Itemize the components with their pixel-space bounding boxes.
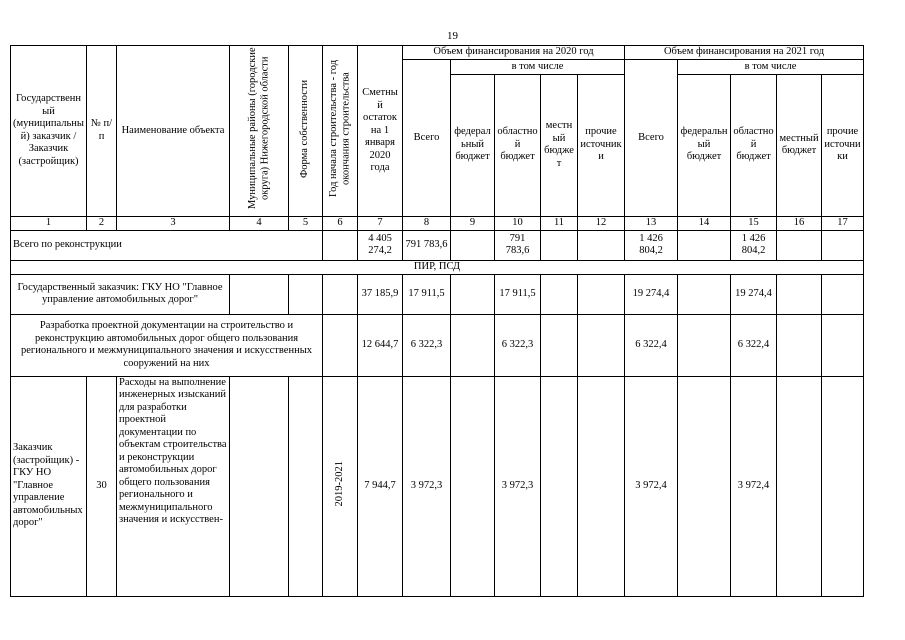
- item-name: Расходы на выполнение инженерных изысканий для разработки проектной документации по объектам строительства и реконструкции автомобильных дорог общего пользования регионального и межмуниципального значения и искусствен-: [117, 376, 230, 596]
- cell: [451, 230, 495, 260]
- cell: [289, 376, 323, 596]
- section-title: ПИР, ПСД: [11, 260, 864, 274]
- header-districts-text: Муниципальные районы (городские округа) Нижегородской области: [246, 47, 270, 210]
- header-districts: [230, 46, 289, 217]
- col-number: 3: [117, 216, 230, 230]
- page-number: 19: [447, 30, 458, 42]
- header-years: [323, 46, 358, 217]
- item-customer: Заказчик (застройщик) - ГКУ НО "Главное управление автомобильных дорог": [11, 376, 87, 596]
- header-2021-including: в том числе: [678, 60, 864, 75]
- cell: [777, 314, 822, 376]
- col-number: 17: [822, 216, 864, 230]
- col-number: 7: [358, 216, 403, 230]
- cell: [777, 376, 822, 596]
- cell: 7 944,7: [358, 376, 403, 596]
- cell: [323, 274, 358, 314]
- header-balance: Сметный остаток на 1 января 2020 года: [358, 46, 403, 217]
- header-2020-regional: областной бюджет: [495, 74, 541, 216]
- cell: 37 185,9: [358, 274, 403, 314]
- cell: [822, 376, 864, 596]
- cell: 6 322,4: [731, 314, 777, 376]
- cell: 19 274,4: [625, 274, 678, 314]
- cell: [777, 230, 822, 260]
- cell: 6 322,4: [625, 314, 678, 376]
- header-2020-federal: федеральный бюджет: [451, 74, 495, 216]
- header-years-text: Год начала строительства - год окончания строительства: [327, 59, 351, 198]
- cell: 1 426 804,2: [731, 230, 777, 260]
- cell: 3 972,3: [403, 376, 451, 596]
- item-years-cell: [323, 376, 358, 596]
- cell: [230, 274, 289, 314]
- cell: [541, 314, 578, 376]
- cell: [678, 376, 731, 596]
- row-state-customer-label: Государственный заказчик: ГКУ НО "Главное управление автомобильных дорог": [11, 274, 230, 314]
- header-2020: Объем финансирования на 2020 год: [403, 46, 625, 60]
- cell: 6 322,3: [403, 314, 451, 376]
- cell: [822, 274, 864, 314]
- cell: 17 911,5: [495, 274, 541, 314]
- col-number: 9: [451, 216, 495, 230]
- header-2021-federal: федеральный бюджет: [678, 74, 731, 216]
- cell: 17 911,5: [403, 274, 451, 314]
- col-number: 8: [403, 216, 451, 230]
- header-2020-other: прочие источники: [578, 74, 625, 216]
- cell: [678, 230, 731, 260]
- row-total-label: Всего по реконструкции: [11, 230, 323, 260]
- cell: [578, 314, 625, 376]
- header-ownership-text: Форма собственности: [299, 79, 311, 178]
- row-design-label: Разработка проектной документации на строительство и реконструкцию автомобильных дорог общего пользования регионального и межмуниципального значения и искусственных сооружений на них: [11, 314, 323, 376]
- table-row: [11, 376, 864, 596]
- financing-table: [10, 45, 864, 597]
- header-2021-regional: областной бюджет: [731, 74, 777, 216]
- cell: 3 972,3: [495, 376, 541, 596]
- cell: 12 644,7: [358, 314, 403, 376]
- header-2021-other: прочие источники: [822, 74, 864, 216]
- cell: 3 972,4: [731, 376, 777, 596]
- cell: [822, 230, 864, 260]
- cell: [289, 274, 323, 314]
- col-number: 2: [87, 216, 117, 230]
- col-number: 13: [625, 216, 678, 230]
- cell: [578, 274, 625, 314]
- table-row: [11, 230, 864, 260]
- header-2020-including: в том числе: [451, 60, 625, 75]
- cell: 791 783,6: [495, 230, 541, 260]
- col-number: 5: [289, 216, 323, 230]
- cell: [451, 314, 495, 376]
- cell: [678, 274, 731, 314]
- cell: [541, 376, 578, 596]
- cell: [451, 274, 495, 314]
- cell: [541, 274, 578, 314]
- cell: 6 322,3: [495, 314, 541, 376]
- header-ownership: [289, 46, 323, 217]
- cell: [451, 376, 495, 596]
- cell: [822, 314, 864, 376]
- cell: 19 274,4: [731, 274, 777, 314]
- header-2021-total: Всего: [625, 60, 678, 217]
- cell: [541, 230, 578, 260]
- cell: 3 972,4: [625, 376, 678, 596]
- cell: [323, 230, 358, 260]
- col-number: 10: [495, 216, 541, 230]
- cell: [323, 314, 358, 376]
- header-2021-local: местный бюджет: [777, 74, 822, 216]
- col-number: 4: [230, 216, 289, 230]
- col-number: 6: [323, 216, 358, 230]
- header-2020-local: местный бюджет: [541, 74, 578, 216]
- table-row: [11, 274, 864, 314]
- item-number: 30: [87, 376, 117, 596]
- cell: 4 405 274,2: [358, 230, 403, 260]
- col-number: 11: [541, 216, 578, 230]
- col-number: 14: [678, 216, 731, 230]
- col-number: 12: [578, 216, 625, 230]
- cell: [678, 314, 731, 376]
- header-object-name: Наименование объекта: [117, 46, 230, 217]
- item-years: 2019-2021: [333, 461, 345, 507]
- header-2020-total: Всего: [403, 60, 451, 217]
- cell: [777, 274, 822, 314]
- header-customer: Государственный (муниципальный) заказчик / Заказчик (застройщик): [11, 46, 87, 217]
- col-number: 1: [11, 216, 87, 230]
- header-2021: Объем финансирования на 2021 год: [625, 46, 864, 60]
- col-number: 16: [777, 216, 822, 230]
- cell: [230, 376, 289, 596]
- cell: 1 426 804,2: [625, 230, 678, 260]
- header-number: № п/п: [87, 46, 117, 217]
- cell: [578, 376, 625, 596]
- col-number: 15: [731, 216, 777, 230]
- table-row: [11, 314, 864, 376]
- cell: 791 783,6: [403, 230, 451, 260]
- cell: [578, 230, 625, 260]
